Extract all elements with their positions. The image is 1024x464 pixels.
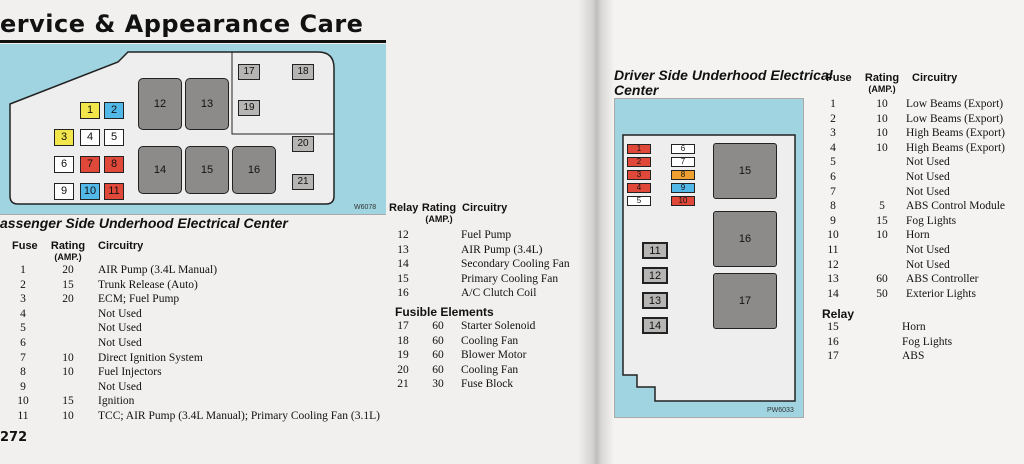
col-fuse: Fuse	[12, 240, 38, 252]
fuse-11: 11	[104, 183, 124, 200]
driver-col-rating	[864, 72, 900, 94]
table-row	[390, 257, 580, 272]
fuse-number: 2	[20, 278, 26, 291]
fusible-rating: 60	[432, 320, 444, 332]
fuse-7: 7	[80, 156, 100, 173]
fuse-circuitry: Horn	[906, 229, 930, 242]
fuse-number: 1	[20, 264, 26, 276]
table-row	[818, 320, 1024, 335]
page-header: ervice & Appearance Care	[0, 10, 364, 38]
relay-number: 15	[397, 272, 409, 285]
fuse-number: 12	[827, 258, 839, 271]
fuse-number: 10	[827, 229, 839, 242]
table-row	[818, 155, 1024, 170]
table-row	[818, 228, 1024, 243]
relay-16: 16	[713, 211, 777, 267]
fuse-circuitry: Ignition	[98, 395, 135, 408]
fuse-circuitry: Not Used	[906, 243, 950, 256]
table-row	[818, 335, 1024, 350]
table-row	[818, 126, 1024, 141]
table-row	[390, 319, 580, 334]
passenger-fusible-table	[390, 319, 580, 392]
fuse-number: 14	[827, 287, 839, 300]
table-row	[0, 263, 400, 278]
fusible-number: 19	[397, 349, 409, 362]
passenger-title: assenger Side Underhood Electrical Center	[0, 215, 288, 231]
fuse-number: 7	[830, 185, 836, 198]
table-row	[390, 348, 580, 363]
driver-relay-title: Relay	[822, 307, 855, 321]
fuse-2: 2	[104, 102, 124, 119]
table-row	[0, 278, 400, 293]
table-row	[818, 243, 1024, 258]
col-rating-label: Rating	[50, 240, 86, 252]
driver-diagram	[614, 98, 804, 418]
relay-circuitry: Primary Cooling Fan	[461, 272, 559, 285]
fuse-number: 11	[827, 243, 839, 256]
fuse-9: 9	[54, 183, 74, 200]
fuse-rating: 10	[62, 351, 74, 364]
passenger-fuse-table	[0, 263, 400, 424]
fuse-1: 1	[80, 102, 100, 119]
fuse-number: 7	[20, 351, 26, 364]
table-row	[0, 292, 400, 307]
fuse-circuitry: Not Used	[906, 258, 950, 271]
fuse-9: 9	[671, 183, 695, 193]
fuse-8: 8	[671, 170, 695, 180]
fusible-element-20: 20	[292, 136, 314, 152]
relay-col-relay: Relay	[389, 202, 419, 214]
fuse-circuitry: ABS Control Module	[906, 200, 1006, 213]
relay-circuitry: AIR Pump (3.4L)	[461, 243, 543, 256]
table-row	[818, 141, 1024, 156]
relay-col-rating-label: Rating	[421, 202, 457, 214]
relay-15: 15	[713, 143, 777, 199]
table-row	[390, 272, 580, 287]
fusible-circuitry: Fuse Block	[461, 378, 514, 391]
fuse-3: 3	[54, 129, 74, 146]
table-row	[818, 170, 1024, 185]
fuse-circuitry: Fuel Injectors	[98, 366, 162, 379]
fusible-element-18: 18	[292, 64, 314, 80]
fuse-circuitry: Not Used	[906, 185, 950, 198]
mini-relay-14: 14	[642, 317, 668, 334]
relay-col-rating	[421, 202, 457, 224]
fuse-rating: 20	[62, 264, 74, 276]
fusible-number: 21	[397, 378, 409, 391]
table-row	[0, 409, 400, 424]
relay-number: 15	[827, 321, 839, 333]
fuse-5: 5	[104, 129, 124, 146]
table-row	[818, 287, 1024, 302]
fusible-rating: 30	[432, 378, 444, 391]
fuse-circuitry: ABS Controller	[906, 273, 979, 286]
table-row	[390, 363, 580, 378]
fuse-circuitry: Not Used	[906, 170, 950, 183]
fuse-number: 5	[20, 322, 26, 335]
fuse-circuitry: Direct Ignition System	[98, 351, 203, 364]
fuse-rating: 10	[876, 229, 888, 242]
fusible-element-21: 21	[292, 174, 314, 190]
fuse-number: 6	[830, 170, 836, 183]
fuse-circuitry: Fog Lights	[906, 214, 957, 227]
table-row	[0, 380, 400, 395]
fuse-number: 9	[830, 214, 836, 227]
driver-diagram-code: PW6033	[767, 407, 794, 414]
relay-number: 17	[827, 350, 839, 363]
fuse-number: 13	[827, 273, 839, 286]
relay-number: 16	[827, 335, 839, 348]
fuse-number: 8	[830, 200, 836, 213]
diagram-code: W6078	[354, 204, 377, 211]
fuse-5: 5	[627, 196, 651, 206]
fuse-circuitry: Not Used	[98, 307, 142, 320]
relay-number: 12	[397, 229, 409, 241]
fuse-circuitry: TCC; AIR Pump (3.4L Manual); Primary Cooling Fan (3.1L)	[98, 409, 380, 422]
table-row	[0, 365, 400, 380]
fuse-6: 6	[671, 144, 695, 154]
fusible-title: Fusible Elements	[395, 305, 494, 319]
fuse-rating: 60	[876, 273, 888, 286]
relay-circuitry: A/C Clutch Coil	[461, 287, 537, 300]
table-row	[818, 112, 1024, 127]
fusible-circuitry: Blower Motor	[461, 349, 527, 362]
fusible-circuitry: Cooling Fan	[461, 334, 519, 347]
fuse-4: 4	[627, 183, 651, 193]
relay-14: 14	[138, 146, 182, 194]
fuse-circuitry: Not Used	[98, 336, 142, 349]
driver-title-line2: Center	[614, 82, 659, 98]
relay-number: 16	[397, 287, 409, 300]
fusible-number: 20	[397, 363, 409, 376]
fuse-rating: 20	[62, 293, 74, 306]
fuse-circuitry: AIR Pump (3.4L Manual)	[98, 264, 218, 276]
relay-col-circuitry: Circuitry	[462, 202, 508, 214]
fuse-rating: 5	[879, 200, 885, 213]
fuse-3: 3	[627, 170, 651, 180]
relay-17: 17	[713, 273, 777, 329]
table-row	[818, 185, 1024, 200]
fuse-6: 6	[54, 156, 74, 173]
fuse-4: 4	[80, 129, 100, 146]
table-row	[0, 394, 400, 409]
relay-circuitry: Fog Lights	[902, 335, 953, 348]
relay-circuitry: Secondary Cooling Fan	[461, 258, 570, 271]
col-rating	[50, 240, 86, 262]
fuse-circuitry: Not Used	[98, 322, 142, 335]
relay-12: 12	[138, 78, 182, 130]
fuse-1: 1	[627, 144, 651, 154]
passenger-relay-table	[390, 228, 580, 301]
fuse-number: 6	[20, 336, 26, 349]
driver-col-fuse: Fuse	[826, 72, 852, 84]
fuse-rating: 10	[876, 127, 888, 140]
table-row	[390, 334, 580, 349]
table-row	[390, 377, 580, 392]
fuse-rating: 15	[876, 214, 888, 227]
fuse-circuitry: Exterior Lights	[906, 287, 976, 300]
driver-col-rating-label: Rating	[864, 72, 900, 84]
fuse-number: 3	[20, 293, 26, 306]
fusible-circuitry: Starter Solenoid	[461, 320, 536, 332]
fuse-rating: 10	[62, 409, 74, 422]
table-row	[0, 321, 400, 336]
fuse-10: 10	[671, 196, 695, 206]
relay-col-amp-label: (AMP.)	[425, 214, 453, 224]
fuse-number: 3	[830, 127, 836, 140]
fuse-circuitry: Not Used	[906, 156, 950, 169]
fuse-rating: 10	[876, 98, 888, 110]
fusible-number: 17	[397, 320, 409, 332]
table-row	[818, 349, 1024, 364]
table-row	[390, 228, 580, 243]
relay-circuitry: Fuel Pump	[461, 229, 512, 241]
fuse-circuitry: Trunk Release (Auto)	[98, 278, 198, 291]
relay-number: 13	[397, 243, 409, 256]
fuse-circuitry: ECM; Fuel Pump	[98, 293, 180, 306]
table-row	[818, 214, 1024, 229]
fuse-number: 10	[17, 395, 29, 408]
fuse-rating: 10	[62, 366, 74, 379]
fusible-circuitry: Cooling Fan	[461, 363, 519, 376]
mini-relay-12: 12	[642, 267, 668, 284]
driver-title	[614, 68, 833, 98]
fuse-number: 4	[20, 307, 26, 320]
fuse-circuitry: High Beams (Export)	[906, 141, 1006, 154]
fuse-rating: 10	[876, 141, 888, 154]
book-gutter	[578, 0, 614, 464]
relay-16: 16	[232, 146, 276, 194]
driver-title-line1: Driver Side Underhood Electrical	[614, 67, 833, 83]
table-row	[0, 336, 400, 351]
fusible-rating: 60	[432, 334, 444, 347]
fuse-rating: 10	[876, 112, 888, 125]
table-row	[818, 199, 1024, 214]
table-row	[818, 258, 1024, 273]
fusible-rating: 60	[432, 363, 444, 376]
table-row	[818, 97, 1024, 112]
header-rule	[0, 40, 386, 43]
fuse-8: 8	[104, 156, 124, 173]
fusible-rating: 60	[432, 349, 444, 362]
fuse-number: 5	[830, 156, 836, 169]
relay-circuitry: Horn	[902, 321, 926, 333]
table-row	[0, 307, 400, 322]
fuse-2: 2	[627, 157, 651, 167]
driver-fuse-table	[818, 97, 1024, 301]
fuse-number: 11	[17, 409, 29, 422]
relay-circuitry: ABS	[902, 350, 925, 363]
fuse-number: 2	[830, 112, 836, 125]
driver-col-circuitry: Circuitry	[912, 72, 958, 84]
fuse-rating: 15	[62, 395, 74, 408]
relay-15: 15	[185, 146, 229, 194]
col-amp-label: (AMP.)	[54, 252, 82, 262]
fusible-element-19: 19	[238, 100, 260, 116]
col-circuitry: Circuitry	[98, 240, 144, 252]
fuse-number: 1	[830, 98, 836, 110]
fuse-circuitry: High Beams (Export)	[906, 127, 1006, 140]
table-row	[0, 351, 400, 366]
fuse-7: 7	[671, 157, 695, 167]
right-page	[596, 0, 1024, 464]
fuse-number: 4	[830, 141, 836, 154]
fuse-rating: 50	[876, 287, 888, 300]
table-row	[390, 243, 580, 258]
fuse-10: 10	[80, 183, 100, 200]
fuse-number: 8	[20, 366, 26, 379]
driver-relay-table	[818, 320, 1024, 364]
relay-number: 14	[397, 258, 409, 271]
fusible-element-17: 17	[238, 64, 260, 80]
fuse-circuitry: Low Beams (Export)	[906, 112, 1004, 125]
table-row	[390, 286, 580, 301]
fuse-number: 9	[20, 380, 26, 393]
page-number: 272	[0, 430, 28, 445]
fuse-circuitry: Not Used	[98, 380, 142, 393]
mini-relay-11: 11	[642, 242, 668, 259]
relay-13: 13	[185, 78, 229, 130]
fuse-rating: 15	[62, 278, 74, 291]
driver-col-amp-label: (AMP.)	[868, 84, 896, 94]
mini-relay-13: 13	[642, 292, 668, 309]
fusible-number: 18	[397, 334, 409, 347]
table-row	[818, 272, 1024, 287]
passenger-diagram	[0, 44, 386, 215]
fuse-circuitry: Low Beams (Export)	[906, 98, 1004, 110]
